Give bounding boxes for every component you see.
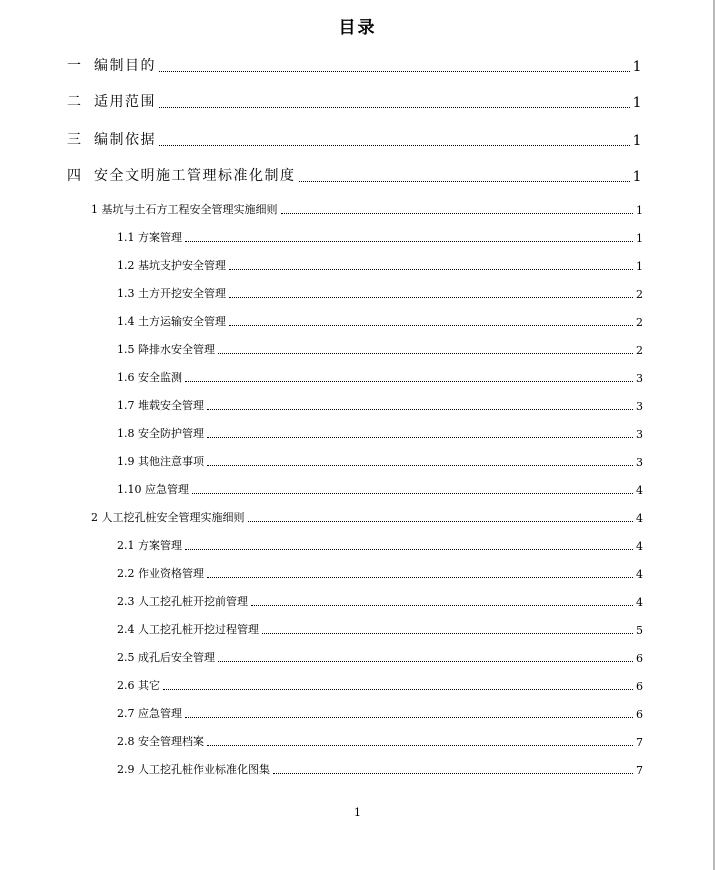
toc-entry-level1[interactable] xyxy=(67,165,643,185)
toc-entry-level2[interactable] xyxy=(91,201,643,217)
dot-leader xyxy=(218,660,633,662)
toc-entry-page: 4 xyxy=(636,596,643,609)
toc-entry-text: 2.4 人工挖孔桩开挖过程管理 xyxy=(117,623,259,636)
dot-leader xyxy=(248,520,634,522)
dot-leader xyxy=(207,576,633,578)
toc-entry-text: 1 基坑与土石方工程安全管理实施细则 xyxy=(91,203,278,216)
toc-entry-level2[interactable] xyxy=(91,509,643,525)
toc-entry-text: 1.7 堆载安全管理 xyxy=(117,399,204,412)
toc-entry-level1[interactable] xyxy=(67,55,643,75)
toc-entry-page: 4 xyxy=(636,568,643,581)
toc-entry-number: 一 xyxy=(67,58,83,74)
dot-leader xyxy=(218,352,633,354)
toc-entry-text: 1.3 土方开挖安全管理 xyxy=(117,287,226,300)
toc-entry-page: 2 xyxy=(636,288,643,301)
dot-leader xyxy=(185,716,633,718)
toc-entry-page: 2 xyxy=(636,316,643,329)
toc-entry-text: 1.1 方案管理 xyxy=(117,231,182,244)
dot-leader xyxy=(207,464,633,466)
toc-entry-page: 3 xyxy=(636,428,643,441)
dot-leader xyxy=(185,380,633,382)
page-number: 1 xyxy=(354,806,361,819)
toc-entry-page: 1 xyxy=(632,59,643,75)
toc-entry-level3[interactable] xyxy=(117,229,643,245)
toc-entry-text: 2.5 成孔后安全管理 xyxy=(117,651,215,664)
toc-entry-level3[interactable] xyxy=(117,313,643,329)
toc-entry-page: 1 xyxy=(636,260,643,273)
dot-leader xyxy=(229,268,633,270)
toc-entry-page: 4 xyxy=(636,540,643,553)
dot-leader xyxy=(229,296,633,298)
toc-entry-page: 1 xyxy=(636,232,643,245)
dot-leader xyxy=(185,548,633,550)
toc-entry-text: 1.8 安全防护管理 xyxy=(117,427,204,440)
dot-leader xyxy=(207,744,633,746)
toc-entry-text: 1.2 基坑支护安全管理 xyxy=(117,259,226,272)
toc-entry-level3[interactable] xyxy=(117,369,643,385)
toc-entry-level3[interactable] xyxy=(117,341,643,357)
dot-leader xyxy=(299,180,630,182)
dot-leader xyxy=(159,106,630,108)
toc-entry-level3[interactable] xyxy=(117,593,643,609)
toc-entry-page: 6 xyxy=(636,708,643,721)
dot-leader xyxy=(207,436,633,438)
toc-entry-level3[interactable] xyxy=(117,257,643,273)
toc-entry-page: 3 xyxy=(636,400,643,413)
dot-leader xyxy=(163,688,633,690)
toc-entry-text: 2 人工挖孔桩安全管理实施细则 xyxy=(91,511,245,524)
toc-entry-text: 1.6 安全监测 xyxy=(117,371,182,384)
toc-entry-text: 2.9 人工挖孔桩作业标准化图集 xyxy=(117,763,270,776)
dot-leader xyxy=(251,604,633,606)
dot-leader xyxy=(281,212,634,214)
toc-entry-text: 2.8 安全管理档案 xyxy=(117,735,204,748)
toc-entry-number: 三 xyxy=(67,132,83,148)
toc-entry-level1[interactable] xyxy=(67,91,643,111)
toc-entry-page: 3 xyxy=(636,456,643,469)
toc-entry-level3[interactable] xyxy=(117,705,643,721)
toc-entry-level3[interactable] xyxy=(117,425,643,441)
dot-leader xyxy=(273,772,633,774)
toc-entry-text: 1.4 土方运输安全管理 xyxy=(117,315,226,328)
toc-entry-page: 2 xyxy=(636,344,643,357)
dot-leader xyxy=(192,492,633,494)
toc-entry-text: 2.6 其它 xyxy=(117,679,160,692)
toc-entry-page: 7 xyxy=(636,764,643,777)
toc-entry-page: 1 xyxy=(632,95,643,111)
toc-entry-text: 适用范围 xyxy=(94,94,156,110)
toc-entry-level3[interactable] xyxy=(117,453,643,469)
toc-entry-page: 4 xyxy=(636,512,643,525)
dot-leader xyxy=(262,632,633,634)
toc-entry-level3[interactable] xyxy=(117,677,643,693)
toc-entry-level1[interactable] xyxy=(67,129,643,149)
dot-leader xyxy=(185,240,633,242)
page-title: 目录 xyxy=(338,18,377,38)
toc-entry-number: 四 xyxy=(67,168,83,184)
toc-entry-level3[interactable] xyxy=(117,733,643,749)
toc-entry-level3[interactable] xyxy=(117,481,643,497)
toc-entry-level3[interactable] xyxy=(117,761,643,777)
toc-entry-page: 4 xyxy=(636,484,643,497)
toc-entry-level3[interactable] xyxy=(117,649,643,665)
toc-entry-level3[interactable] xyxy=(117,565,643,581)
toc-entry-page: 6 xyxy=(636,652,643,665)
toc-entry-level3[interactable] xyxy=(117,397,643,413)
toc-entry-page: 5 xyxy=(636,624,643,637)
toc-entry-text: 1.5 降排水安全管理 xyxy=(117,343,215,356)
toc-entry-text: 安全文明施工管理标准化制度 xyxy=(94,168,296,184)
dot-leader xyxy=(229,324,633,326)
dot-leader xyxy=(159,70,630,72)
toc-entry-text: 2.7 应急管理 xyxy=(117,707,182,720)
toc-entry-text: 2.1 方案管理 xyxy=(117,539,182,552)
toc-entry-page: 1 xyxy=(636,204,643,217)
toc-entry-number: 二 xyxy=(67,94,83,110)
toc-entry-page: 6 xyxy=(636,680,643,693)
toc-entry-text: 2.3 人工挖孔桩开挖前管理 xyxy=(117,595,248,608)
toc-entry-level3[interactable] xyxy=(117,621,643,637)
toc-entry-level3[interactable] xyxy=(117,537,643,553)
toc-entry-text: 编制目的 xyxy=(94,58,156,74)
toc-entry-page: 1 xyxy=(632,169,643,185)
toc-entry-text: 2.2 作业资格管理 xyxy=(117,567,204,580)
toc-entry-page: 1 xyxy=(632,133,643,149)
toc-entry-text: 1.9 其他注意事项 xyxy=(117,455,204,468)
toc-entry-text: 编制依据 xyxy=(94,132,156,148)
toc-entry-level3[interactable] xyxy=(117,285,643,301)
dot-leader xyxy=(159,144,630,146)
dot-leader xyxy=(207,408,633,410)
toc-entry-page: 7 xyxy=(636,736,643,749)
toc-entry-page: 3 xyxy=(636,372,643,385)
toc-entry-text: 1.10 应急管理 xyxy=(117,483,189,496)
